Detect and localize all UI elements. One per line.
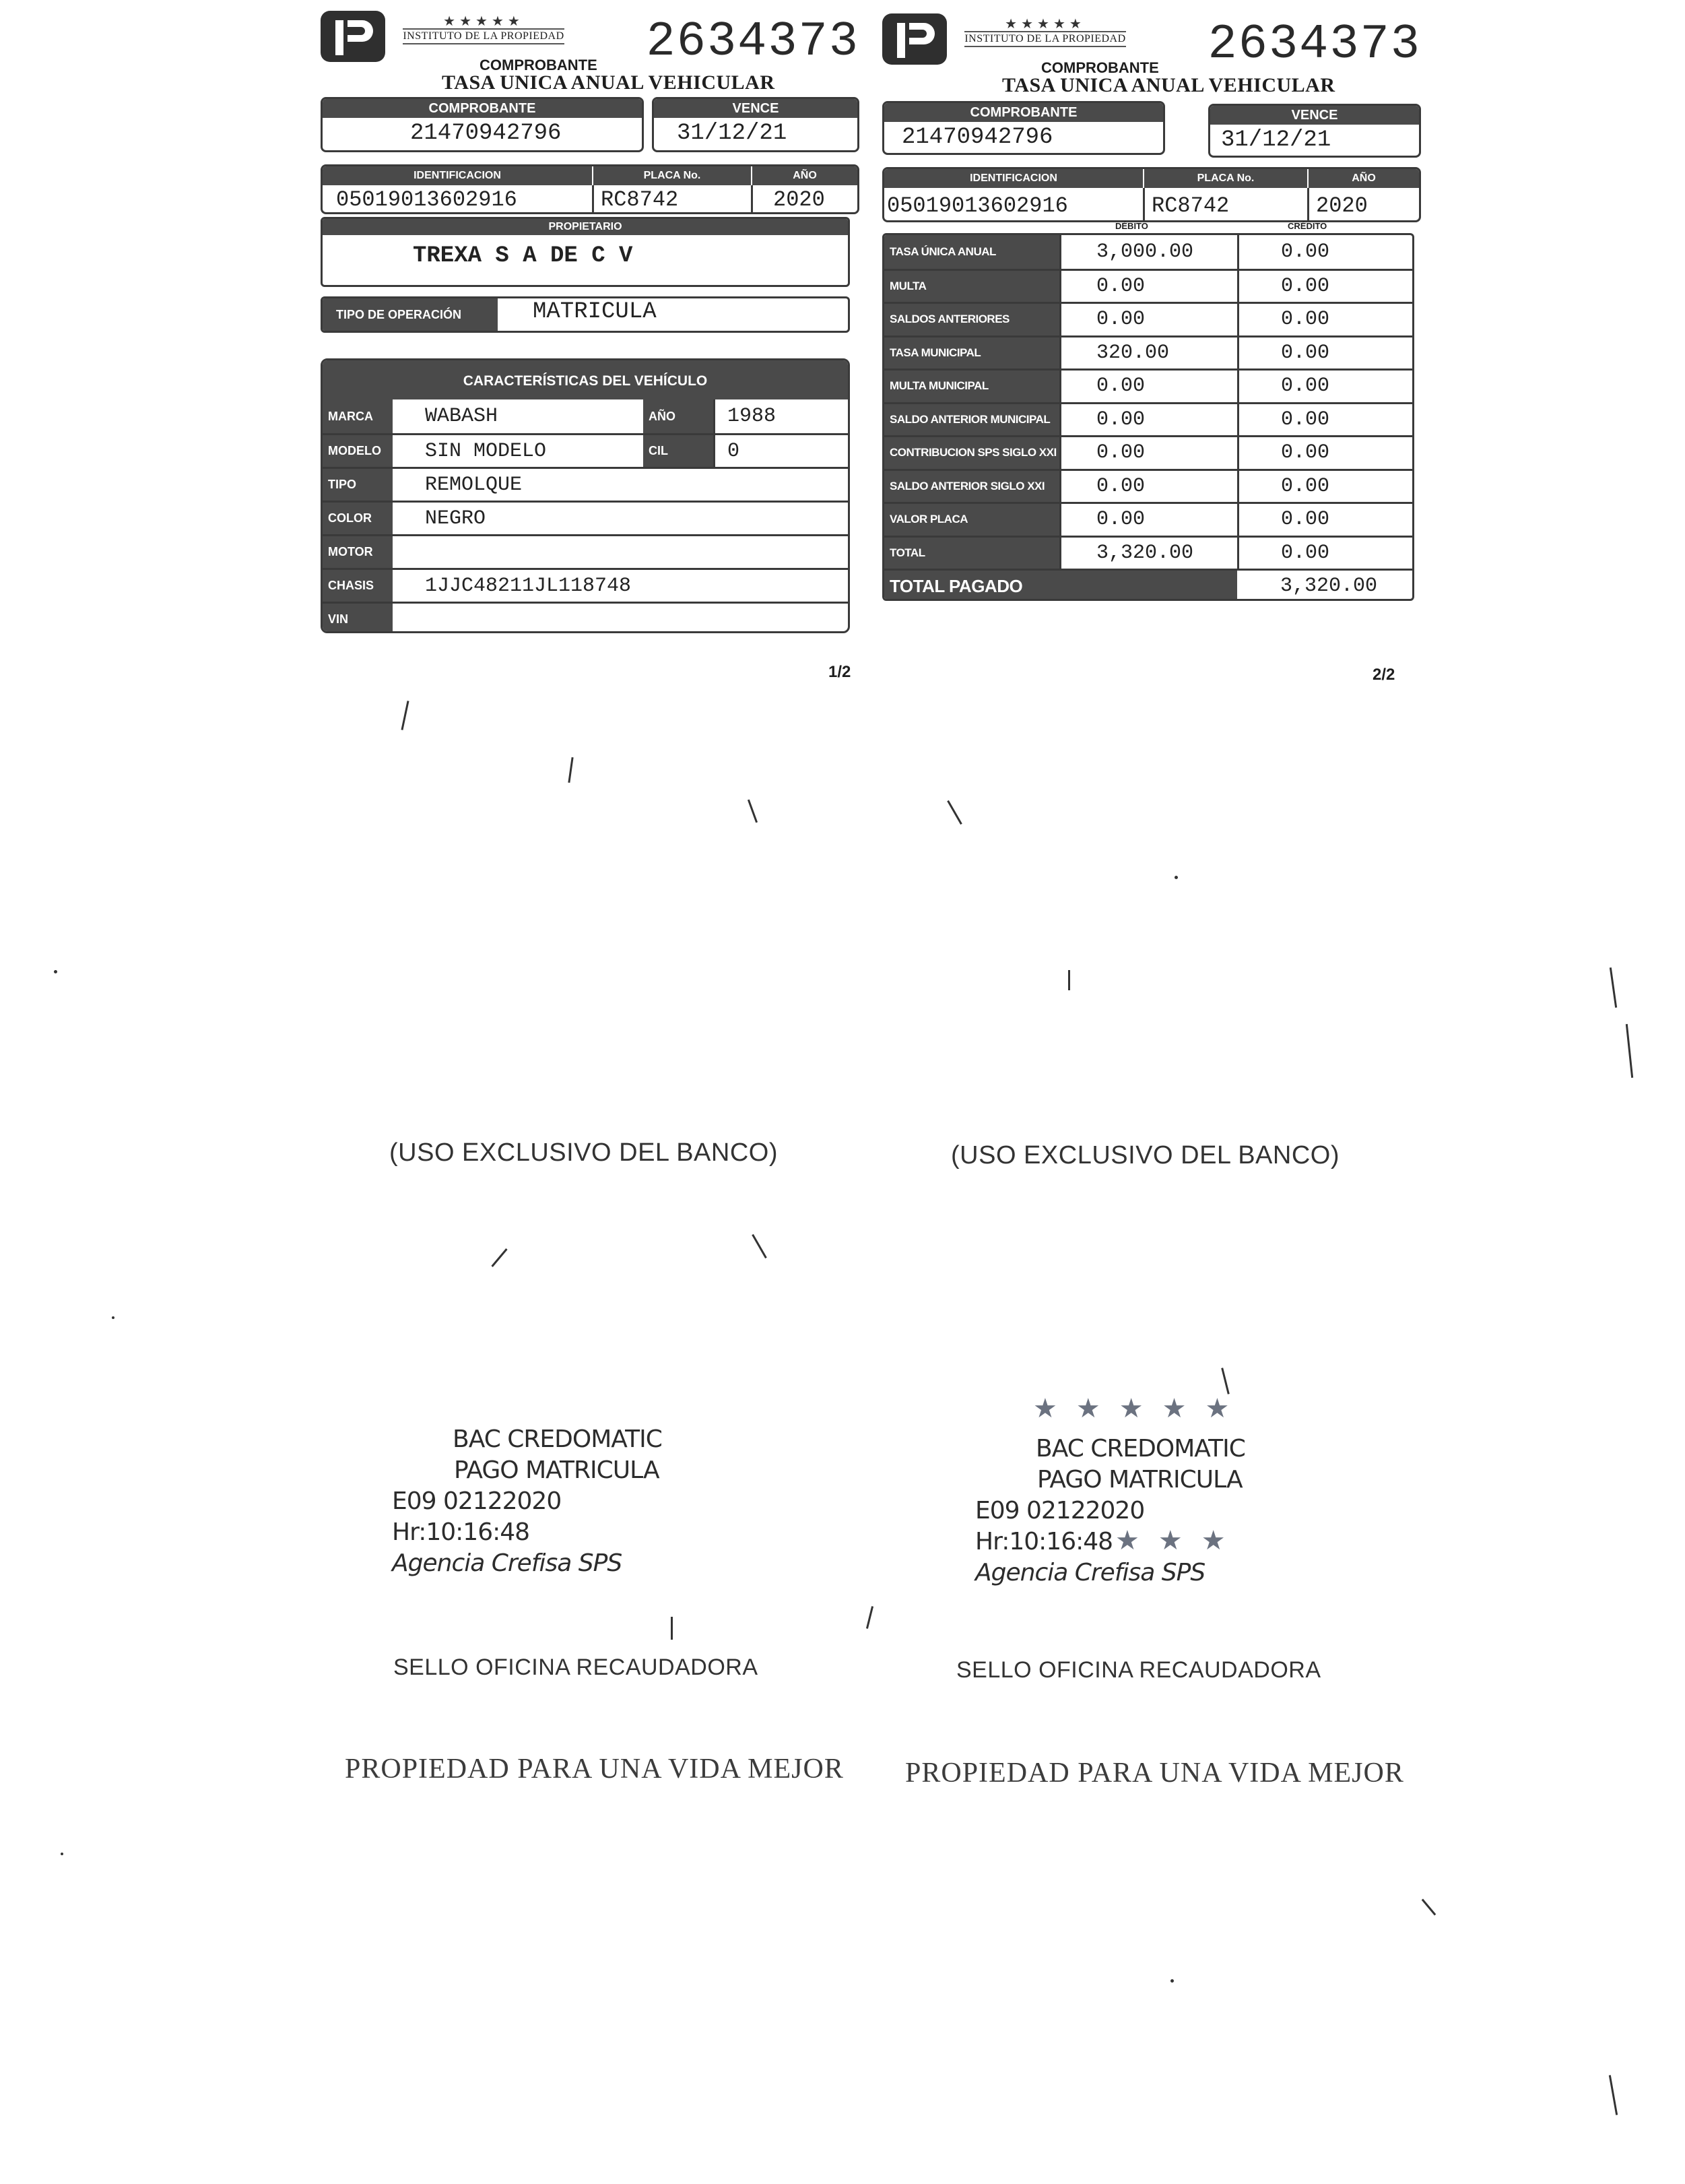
identification-header-row bbox=[884, 169, 1419, 188]
stamp-line-4: Hr:10:16:48 bbox=[392, 1518, 530, 1546]
ano-header: AÑO bbox=[1307, 169, 1419, 188]
char-row-modelo bbox=[323, 433, 848, 467]
scan-speck bbox=[1175, 876, 1178, 879]
charge-credito: 0.00 bbox=[1237, 504, 1412, 536]
identification-value-row bbox=[884, 188, 1419, 220]
identificacion-value: 05019013602916 bbox=[887, 193, 1068, 218]
caracteristicas-title: CARACTERÍSTICAS DEL VEHÍCULO bbox=[323, 360, 848, 399]
propietario-header: PROPIETARIO bbox=[323, 219, 848, 235]
comprobante-label: COMPROBANTE bbox=[480, 57, 597, 73]
charge-label: TASA MUNICIPAL bbox=[884, 338, 1059, 369]
motto: PROPIEDAD PARA UNA VIDA MEJOR bbox=[905, 1758, 1404, 1789]
comprobante-header: COMPROBANTE bbox=[884, 103, 1163, 122]
receipt-page-1 bbox=[321, 0, 859, 1785]
charge-credito: 0.00 bbox=[1237, 371, 1412, 402]
uso-exclusivo-banco: (USO EXCLUSIVO DEL BANCO) bbox=[389, 1138, 778, 1167]
scan-speck bbox=[671, 1617, 673, 1640]
ano-header: AÑO bbox=[751, 166, 857, 185]
bank-stamp bbox=[975, 1434, 1245, 1588]
modelo-label: MODELO bbox=[323, 435, 393, 467]
comprobante-value: 21470942796 bbox=[410, 121, 562, 146]
tipo-operacion-box bbox=[321, 296, 850, 333]
comprobante-label: COMPROBANTE bbox=[1041, 59, 1159, 76]
receipt-page-2 bbox=[882, 0, 1421, 1789]
scan-speck bbox=[1170, 1979, 1174, 1983]
ano-value: 2020 bbox=[1307, 188, 1419, 220]
scan-speck bbox=[491, 1248, 507, 1267]
vence-value: 31/12/21 bbox=[677, 121, 787, 146]
charges-table bbox=[882, 233, 1414, 601]
charge-credito: 0.00 bbox=[1237, 271, 1412, 302]
identificacion-value: 05019013602916 bbox=[336, 187, 517, 212]
page-number: 1/2 bbox=[828, 663, 851, 681]
charge-row bbox=[884, 235, 1412, 269]
identification-box bbox=[882, 167, 1421, 222]
placa-value: RC8742 bbox=[1143, 188, 1307, 220]
char-row-chasis bbox=[323, 568, 848, 602]
motto: PROPIEDAD PARA UNA VIDA MEJOR bbox=[345, 1754, 844, 1785]
placa-header: PLACA No. bbox=[1143, 169, 1307, 188]
char-row-vin bbox=[323, 602, 848, 633]
char-row-color bbox=[323, 501, 848, 534]
receipt-header bbox=[321, 0, 859, 94]
scan-speck bbox=[748, 800, 758, 823]
serial-number: 2634373 bbox=[646, 14, 859, 69]
institution-block bbox=[964, 16, 1126, 47]
scan-speck bbox=[112, 1316, 114, 1319]
charge-row bbox=[884, 502, 1412, 536]
charge-label: SALDO ANTERIOR SIGLO XXI bbox=[884, 471, 1059, 503]
comprobante-header: COMPROBANTE bbox=[323, 99, 642, 118]
charge-row bbox=[884, 269, 1412, 302]
charge-debito: 3,000.00 bbox=[1059, 235, 1237, 269]
bank-stamp bbox=[392, 1424, 662, 1579]
charge-row bbox=[884, 302, 1412, 335]
ano-vehiculo-label: AÑO bbox=[643, 399, 713, 433]
charge-debito: 0.00 bbox=[1059, 304, 1237, 335]
tipo-label: TIPO bbox=[323, 469, 393, 501]
stamp-stars-top-icon: ★★★★★ bbox=[1033, 1393, 1249, 1424]
credito-header: CRÉDITO bbox=[1288, 221, 1327, 231]
vin-label: VIN bbox=[323, 604, 393, 633]
charge-debito: 0.00 bbox=[1059, 504, 1237, 536]
receipt-title: TASA UNICA ANUAL VEHICULAR bbox=[1002, 74, 1335, 96]
char-row-tipo bbox=[323, 467, 848, 501]
stamp-stars-bottom-icon: ★★★ bbox=[1115, 1525, 1245, 1556]
receipt-title: TASA UNICA ANUAL VEHICULAR bbox=[442, 71, 775, 94]
vence-header: VENCE bbox=[1210, 106, 1419, 125]
institution-name: INSTITUTO DE LA PROPIEDAD bbox=[403, 28, 564, 44]
placa-header: PLACA No. bbox=[592, 166, 751, 185]
receipt-header bbox=[882, 3, 1421, 97]
scan-speck bbox=[568, 757, 573, 783]
total-pagado-label: TOTAL PAGADO bbox=[884, 571, 1237, 601]
page-number: 2/2 bbox=[1373, 666, 1395, 684]
charge-debito: 0.00 bbox=[1059, 437, 1237, 469]
chasis-label: CHASIS bbox=[323, 570, 393, 602]
scan-speck bbox=[752, 1234, 767, 1258]
stamp-line-1: BAC CREDOMATIC bbox=[1036, 1435, 1245, 1463]
charge-label: VALOR PLACA bbox=[884, 504, 1059, 536]
charge-label: MULTA bbox=[884, 271, 1059, 302]
charge-credito: 0.00 bbox=[1237, 471, 1412, 503]
charge-debito: 0.00 bbox=[1059, 271, 1237, 302]
charge-credito: 0.00 bbox=[1237, 538, 1412, 569]
color-label: COLOR bbox=[323, 503, 393, 534]
caracteristicas-box bbox=[321, 358, 850, 633]
char-row-motor bbox=[323, 534, 848, 568]
charge-label: TASA ÚNICA ANUAL bbox=[884, 235, 1059, 269]
stamp-line-1: BAC CREDOMATIC bbox=[453, 1425, 662, 1453]
charge-credito: 0.00 bbox=[1237, 304, 1412, 335]
modelo-value: SIN MODELO bbox=[425, 439, 547, 463]
vin-value bbox=[393, 604, 848, 633]
identificacion-header: IDENTIFICACION bbox=[970, 172, 1057, 184]
charge-row-total bbox=[884, 536, 1412, 569]
charge-credito: 0.00 bbox=[1237, 437, 1412, 469]
marca-value: WABASH bbox=[425, 405, 498, 428]
stamp-line-5: Agencia Crefisa SPS bbox=[975, 1559, 1205, 1586]
charge-debito: 0.00 bbox=[1059, 471, 1237, 503]
charge-row bbox=[884, 402, 1412, 436]
charge-label: TOTAL bbox=[884, 538, 1059, 569]
sello-oficina: SELLO OFICINA RECAUDADORA bbox=[393, 1655, 758, 1680]
stamp-line-3: E09 02122020 bbox=[392, 1487, 562, 1515]
stamp-line-2: PAGO MATRICULA bbox=[454, 1456, 659, 1484]
ip-logo-icon bbox=[882, 13, 947, 65]
identification-box bbox=[321, 164, 859, 214]
debito-header: DÉBITO bbox=[1115, 221, 1148, 231]
vence-box bbox=[1208, 104, 1421, 158]
scan-speck bbox=[1221, 1368, 1230, 1394]
charge-row bbox=[884, 335, 1412, 369]
stamp-line-2: PAGO MATRICULA bbox=[1037, 1466, 1243, 1494]
marca-label: MARCA bbox=[323, 399, 393, 433]
serial-number: 2634373 bbox=[1208, 17, 1421, 72]
total-pagado-value: 3,320.00 bbox=[1280, 575, 1378, 598]
placa-value: RC8742 bbox=[592, 185, 751, 212]
vence-value: 31/12/21 bbox=[1221, 127, 1331, 153]
charge-label: CONTRIBUCION SPS SIGLO XXI bbox=[884, 437, 1059, 469]
scan-speck bbox=[54, 970, 57, 973]
total-pagado-row bbox=[884, 569, 1412, 601]
cil-label: CIL bbox=[643, 435, 713, 467]
scan-speck bbox=[61, 1853, 63, 1855]
scan-speck bbox=[947, 800, 962, 825]
identification-header-row bbox=[323, 166, 857, 185]
institution-stars: ★★★★★ bbox=[443, 13, 524, 29]
charge-row bbox=[884, 469, 1412, 503]
scan-speck bbox=[1626, 1024, 1633, 1078]
scan-speck bbox=[1609, 2075, 1618, 2115]
institution-stars: ★★★★★ bbox=[1005, 15, 1086, 32]
propietario-box bbox=[321, 217, 850, 287]
chasis-value: 1JJC48211JL118748 bbox=[425, 574, 632, 598]
vence-header: VENCE bbox=[654, 99, 857, 118]
charge-credito: 0.00 bbox=[1237, 338, 1412, 369]
charge-debito: 320.00 bbox=[1059, 338, 1237, 369]
charge-label: SALDO ANTERIOR MUNICIPAL bbox=[884, 404, 1059, 436]
char-row-marca bbox=[323, 399, 848, 433]
charge-debito: 0.00 bbox=[1059, 404, 1237, 436]
motor-label: MOTOR bbox=[323, 536, 393, 568]
motor-value bbox=[393, 536, 848, 568]
ano-vehiculo-value: 1988 bbox=[713, 399, 848, 433]
scan-speck bbox=[1068, 970, 1070, 990]
charge-credito: 0.00 bbox=[1237, 235, 1412, 269]
comprobante-box bbox=[882, 101, 1165, 155]
propietario-value: TREXA S A DE C V bbox=[413, 243, 633, 269]
sello-oficina: SELLO OFICINA RECAUDADORA bbox=[956, 1657, 1321, 1683]
institution-block bbox=[403, 13, 564, 44]
charge-label: SALDOS ANTERIORES bbox=[884, 304, 1059, 335]
ano-value: 2020 bbox=[751, 185, 857, 212]
stamp-line-3: E09 02122020 bbox=[975, 1497, 1145, 1524]
charge-label: MULTA MUNICIPAL bbox=[884, 371, 1059, 402]
charge-debito: 3,320.00 bbox=[1059, 538, 1237, 569]
stamp-line-4: Hr:10:16:48 bbox=[975, 1528, 1113, 1555]
charge-credito: 0.00 bbox=[1237, 404, 1412, 436]
ip-logo-icon bbox=[321, 11, 385, 62]
tipo-value: REMOLQUE bbox=[425, 473, 523, 496]
cil-value: 0 bbox=[713, 435, 848, 467]
scan-speck bbox=[401, 701, 409, 730]
scan-speck bbox=[1422, 1899, 1436, 1916]
comprobante-value: 21470942796 bbox=[902, 125, 1053, 150]
comprobante-box bbox=[321, 97, 644, 152]
identification-value-row bbox=[323, 185, 857, 212]
tipo-operacion-value: MATRICULA bbox=[533, 299, 657, 325]
uso-exclusivo-banco: (USO EXCLUSIVO DEL BANCO) bbox=[951, 1141, 1340, 1169]
charge-row bbox=[884, 435, 1412, 469]
stamp-line-5: Agencia Crefisa SPS bbox=[392, 1549, 622, 1577]
identificacion-header: IDENTIFICACION bbox=[414, 170, 501, 181]
institution-name: INSTITUTO DE LA PROPIEDAD bbox=[964, 31, 1126, 47]
tipo-operacion-label: TIPO DE OPERACIÓN bbox=[323, 298, 498, 331]
scan-speck bbox=[866, 1606, 873, 1629]
charge-row bbox=[884, 368, 1412, 402]
scan-speck bbox=[1610, 967, 1617, 1008]
charge-debito: 0.00 bbox=[1059, 371, 1237, 402]
color-value: NEGRO bbox=[425, 507, 486, 530]
vence-box bbox=[652, 97, 859, 152]
